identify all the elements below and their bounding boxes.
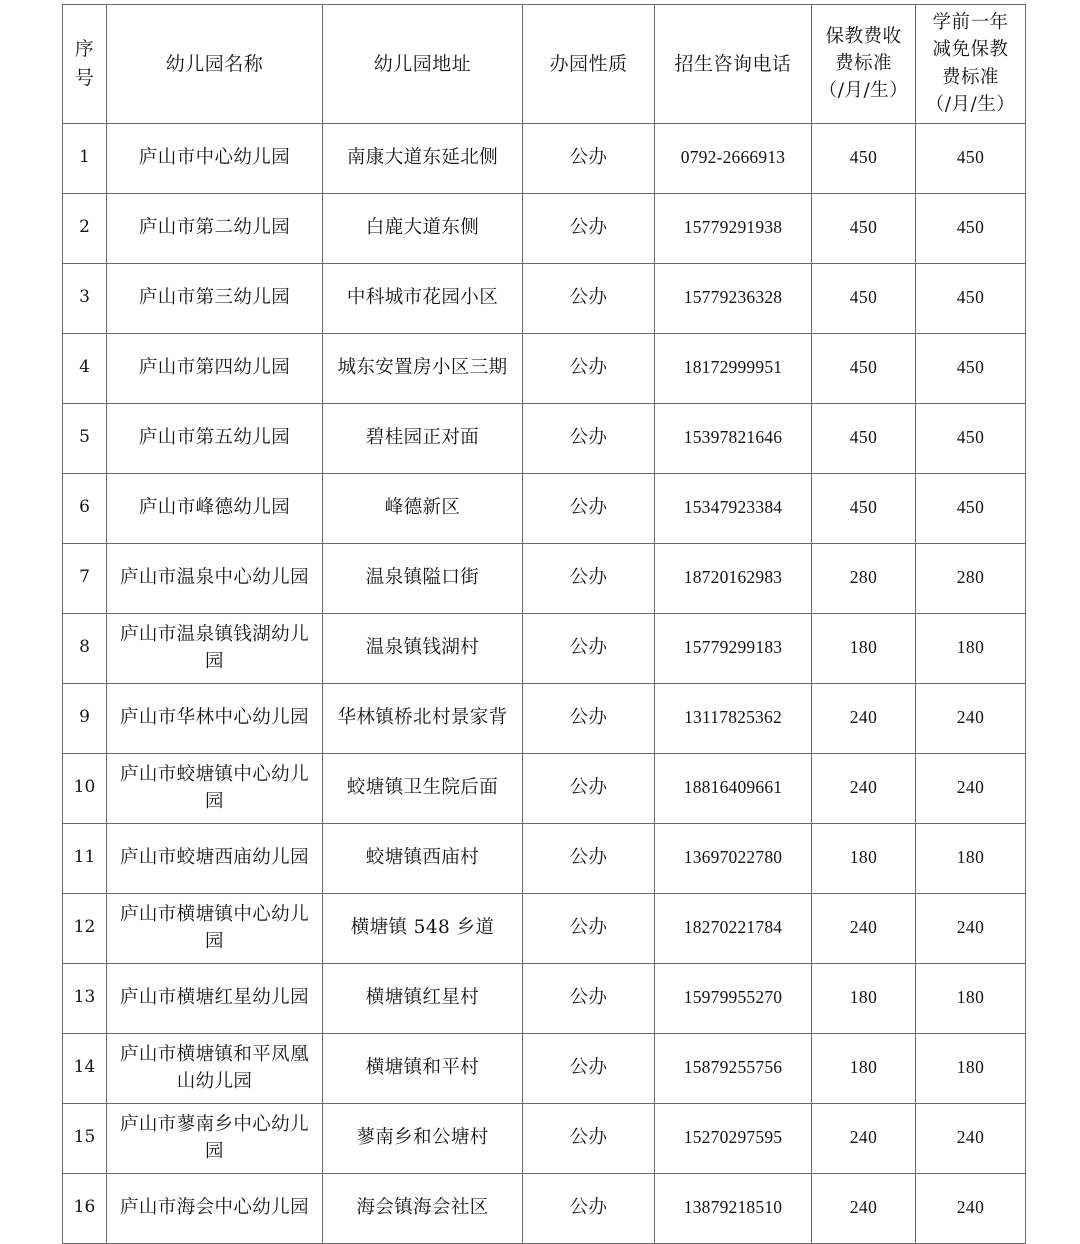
table-row (63, 683, 1026, 753)
cell-address: 横塘镇 548 乡道 (323, 893, 523, 963)
cell-fee: 240 (812, 753, 916, 823)
column-header-index (63, 5, 107, 124)
cell-reduction: 180 (916, 823, 1026, 893)
cell-fee: 180 (812, 1033, 916, 1103)
cell-phone: 13697022780 (655, 823, 812, 893)
cell-index: 15 (63, 1103, 107, 1173)
cell-index: 2 (63, 193, 107, 263)
cell-kindergarten-name: 庐山市第三幼儿园 (107, 263, 323, 333)
cell-phone: 15270297595 (655, 1103, 812, 1173)
cell-reduction: 450 (916, 473, 1026, 543)
column-header-index-line2: 号 (74, 66, 95, 89)
cell-phone: 18270221784 (655, 893, 812, 963)
table-row (63, 403, 1026, 473)
cell-phone: 15779299183 (655, 613, 812, 683)
cell-type: 公办 (523, 1033, 655, 1103)
cell-reduction: 240 (916, 1173, 1026, 1243)
cell-phone: 13879218510 (655, 1173, 812, 1243)
cell-address: 温泉镇钱湖村 (323, 613, 523, 683)
column-header-fee-line2: 费标准 (834, 53, 892, 75)
column-header-reduction (916, 5, 1026, 124)
table-row (63, 473, 1026, 543)
cell-fee: 180 (812, 613, 916, 683)
cell-address: 横塘镇红星村 (323, 963, 523, 1033)
cell-type: 公办 (523, 893, 655, 963)
cell-address: 南康大道东延北侧 (323, 123, 523, 193)
table-body (63, 123, 1026, 1243)
cell-reduction: 240 (916, 893, 1026, 963)
column-header-name: 幼儿园名称 (107, 5, 323, 124)
cell-phone: 15779291938 (655, 193, 812, 263)
cell-kindergarten-name: 庐山市中心幼儿园 (107, 123, 323, 193)
cell-type: 公办 (523, 193, 655, 263)
cell-reduction: 180 (916, 1033, 1026, 1103)
cell-address: 峰德新区 (323, 473, 523, 543)
cell-type: 公办 (523, 963, 655, 1033)
cell-type: 公办 (523, 473, 655, 543)
cell-type: 公办 (523, 753, 655, 823)
table-row (63, 123, 1026, 193)
cell-fee: 280 (812, 543, 916, 613)
cell-type: 公办 (523, 613, 655, 683)
cell-index: 5 (63, 403, 107, 473)
column-header-fee-unit: （/月/生） (818, 80, 909, 102)
cell-kindergarten-name: 庐山市第二幼儿园 (107, 193, 323, 263)
cell-fee: 450 (812, 473, 916, 543)
cell-index: 13 (63, 963, 107, 1033)
cell-phone: 13117825362 (655, 683, 812, 753)
cell-kindergarten-name: 庐山市蛟塘镇中心幼儿园 (107, 753, 323, 823)
cell-address: 横塘镇和平村 (323, 1033, 523, 1103)
cell-reduction: 450 (916, 123, 1026, 193)
cell-phone: 15979955270 (655, 963, 812, 1033)
cell-kindergarten-name: 庐山市峰德幼儿园 (107, 473, 323, 543)
column-header-address: 幼儿园地址 (323, 5, 523, 124)
cell-reduction: 180 (916, 963, 1026, 1033)
cell-index: 8 (63, 613, 107, 683)
column-header-fee-line1: 保教费收 (825, 25, 902, 47)
cell-type: 公办 (523, 333, 655, 403)
cell-kindergarten-name: 庐山市第四幼儿园 (107, 333, 323, 403)
header-row (63, 5, 1026, 124)
cell-index: 11 (63, 823, 107, 893)
cell-fee: 240 (812, 893, 916, 963)
cell-index: 14 (63, 1033, 107, 1103)
cell-index: 6 (63, 473, 107, 543)
table-row (63, 193, 1026, 263)
cell-type: 公办 (523, 1173, 655, 1243)
table-row (63, 1103, 1026, 1173)
cell-kindergarten-name: 庐山市温泉镇钱湖幼儿园 (107, 613, 323, 683)
cell-kindergarten-name: 庐山市温泉中心幼儿园 (107, 543, 323, 613)
table-row (63, 1173, 1026, 1243)
column-header-type: 办园性质 (523, 5, 655, 124)
cell-kindergarten-name: 庐山市蓼南乡中心幼儿园 (107, 1103, 323, 1173)
cell-phone: 15347923384 (655, 473, 812, 543)
cell-type: 公办 (523, 123, 655, 193)
cell-address: 蛟塘镇卫生院后面 (323, 753, 523, 823)
cell-kindergarten-name: 庐山市横塘镇和平凤凰山幼儿园 (107, 1033, 323, 1103)
table-row (63, 613, 1026, 683)
cell-address: 海会镇海会社区 (323, 1173, 523, 1243)
column-header-reduction-line1: 学前一年 (932, 12, 1009, 33)
cell-index: 7 (63, 543, 107, 613)
cell-phone: 0792-2666913 (655, 123, 812, 193)
cell-reduction: 450 (916, 403, 1026, 473)
cell-type: 公办 (523, 823, 655, 893)
column-header-fee (812, 5, 916, 124)
column-header-reduction-line3: 费标准 (941, 66, 999, 88)
cell-index: 1 (63, 123, 107, 193)
cell-reduction: 450 (916, 263, 1026, 333)
table-header (63, 5, 1026, 124)
cell-reduction: 450 (916, 193, 1026, 263)
cell-kindergarten-name: 庐山市蛟塘西庙幼儿园 (107, 823, 323, 893)
table-row (63, 893, 1026, 963)
cell-phone: 18720162983 (655, 543, 812, 613)
cell-kindergarten-name: 庐山市华林中心幼儿园 (107, 683, 323, 753)
cell-fee: 240 (812, 683, 916, 753)
cell-address: 温泉镇隘口街 (323, 543, 523, 613)
cell-fee: 450 (812, 123, 916, 193)
cell-type: 公办 (523, 1103, 655, 1173)
cell-reduction: 240 (916, 1103, 1026, 1173)
kindergarten-fee-table (62, 4, 1026, 1244)
cell-index: 16 (63, 1173, 107, 1243)
cell-address: 碧桂园正对面 (323, 403, 523, 473)
cell-type: 公办 (523, 683, 655, 753)
cell-phone: 18816409661 (655, 753, 812, 823)
cell-reduction: 240 (916, 683, 1026, 753)
cell-phone: 15879255756 (655, 1033, 812, 1103)
column-header-reduction-line2: 减免保教 (932, 39, 1009, 61)
cell-fee: 450 (812, 263, 916, 333)
cell-address: 蓼南乡和公塘村 (323, 1103, 523, 1173)
table-row (63, 753, 1026, 823)
cell-fee: 180 (812, 823, 916, 893)
table-row (63, 333, 1026, 403)
cell-reduction: 280 (916, 543, 1026, 613)
table-row (63, 543, 1026, 613)
cell-address: 华林镇桥北村景家背 (323, 683, 523, 753)
cell-phone: 18172999951 (655, 333, 812, 403)
table-row (63, 1033, 1026, 1103)
column-header-reduction-unit: （/月/生） (925, 94, 1016, 116)
cell-index: 12 (63, 893, 107, 963)
column-header-index-line1: 序 (74, 38, 95, 61)
cell-fee: 450 (812, 193, 916, 263)
cell-fee: 450 (812, 403, 916, 473)
cell-address: 白鹿大道东侧 (323, 193, 523, 263)
cell-kindergarten-name: 庐山市横塘红星幼儿园 (107, 963, 323, 1033)
cell-kindergarten-name: 庐山市海会中心幼儿园 (107, 1173, 323, 1243)
cell-phone: 15397821646 (655, 403, 812, 473)
cell-index: 4 (63, 333, 107, 403)
table-row (63, 963, 1026, 1033)
cell-fee: 240 (812, 1103, 916, 1173)
cell-fee: 450 (812, 333, 916, 403)
cell-kindergarten-name: 庐山市第五幼儿园 (107, 403, 323, 473)
cell-type: 公办 (523, 263, 655, 333)
cell-fee: 240 (812, 1173, 916, 1243)
cell-address: 城东安置房小区三期 (323, 333, 523, 403)
cell-reduction: 240 (916, 753, 1026, 823)
cell-reduction: 180 (916, 613, 1026, 683)
cell-index: 10 (63, 753, 107, 823)
cell-fee: 180 (812, 963, 916, 1033)
cell-reduction: 450 (916, 333, 1026, 403)
cell-address: 中科城市花园小区 (323, 263, 523, 333)
cell-kindergarten-name: 庐山市横塘镇中心幼儿园 (107, 893, 323, 963)
cell-type: 公办 (523, 403, 655, 473)
cell-address: 蛟塘镇西庙村 (323, 823, 523, 893)
column-header-phone: 招生咨询电话 (655, 5, 812, 124)
table-row (63, 263, 1026, 333)
table-row (63, 823, 1026, 893)
cell-index: 3 (63, 263, 107, 333)
cell-phone: 15779236328 (655, 263, 812, 333)
cell-type: 公办 (523, 543, 655, 613)
cell-index: 9 (63, 683, 107, 753)
